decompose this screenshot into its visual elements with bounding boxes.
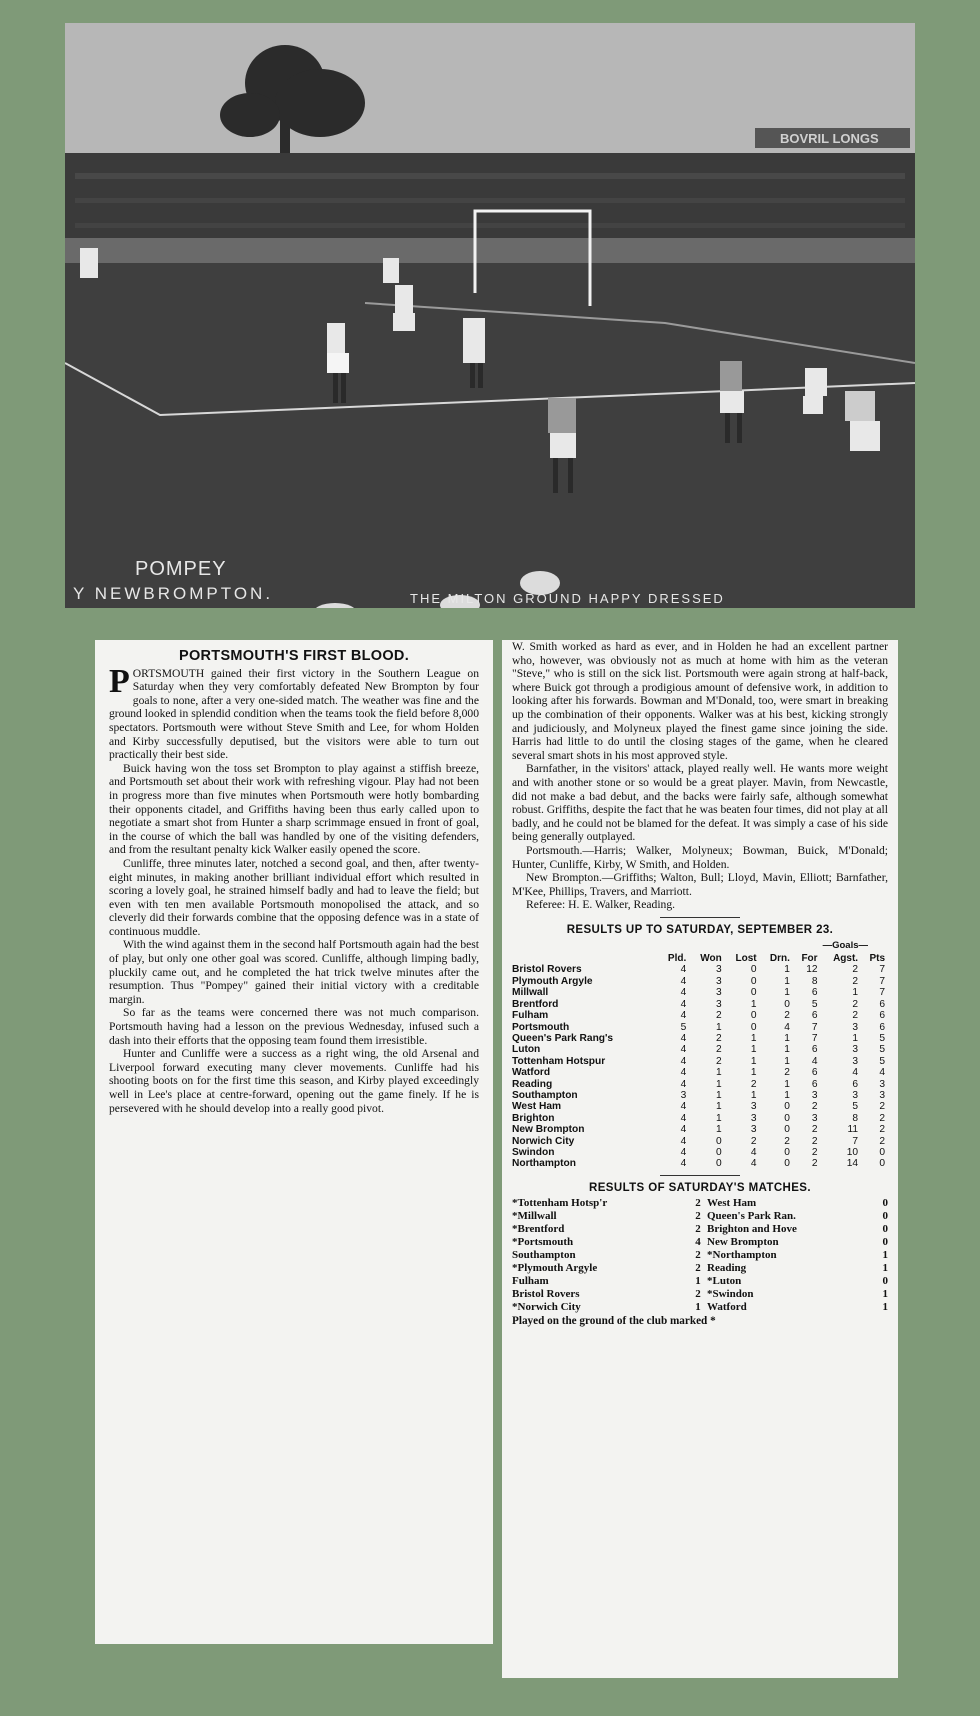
stat-cell: 5 (852, 1101, 859, 1113)
stat-cell: 2 (811, 1101, 818, 1113)
stat-cell: 7 (879, 975, 885, 987)
stat-cell: 2 (879, 1101, 885, 1113)
stat-cell: 5 (811, 998, 818, 1010)
stat-cell: 11 (847, 1124, 859, 1136)
stat-cell: 5 (680, 1021, 687, 1033)
league-table-row (512, 1044, 888, 1055)
match-photograph (65, 23, 915, 608)
match-result-row (512, 1197, 888, 1210)
stat-cell: 0 (750, 987, 757, 999)
home-score: 2 (695, 1197, 701, 1210)
league-table-row (512, 1101, 888, 1112)
away-team: New Brompton (707, 1236, 779, 1249)
stat-cell: 5 (879, 1044, 885, 1056)
stat-cell: 2 (811, 1135, 818, 1147)
stat-cell: 0 (750, 964, 757, 976)
stat-cell: 4 (852, 1067, 859, 1079)
stat-cell: 8 (852, 1112, 859, 1124)
stat-cell: 1 (716, 1112, 722, 1124)
league-table-row (512, 964, 888, 975)
photo-caption-newbrompton: Y NEWBROMPTON. (73, 584, 274, 603)
stat-cell: 4 (680, 1044, 687, 1056)
stat-cell: 0 (784, 1101, 790, 1113)
stat-cell: 10 (846, 1146, 859, 1158)
stat-cell: 4 (784, 1021, 790, 1033)
home-team: Bristol Rovers (512, 1288, 580, 1301)
article-column-right (502, 640, 898, 1678)
team-name: Brentford (512, 998, 559, 1010)
article-paragraph: So far as the teams were concerned there was not much comparison. Portsmouth having had a lesson on the previous Wednesday, infused such a dash into their efforts that the opposing team found them irresistible. (109, 1006, 479, 1047)
stat-cell: 2 (716, 1032, 722, 1044)
league-table-row (512, 1022, 888, 1033)
stat-cell: 1 (852, 987, 859, 999)
stat-cell: 0 (784, 1124, 790, 1136)
away-score: 0 (882, 1197, 888, 1210)
stat-cell: 2 (716, 1010, 722, 1022)
stat-cell: 4 (680, 1010, 687, 1022)
stat-cell: 2 (879, 1112, 885, 1124)
stat-cell: 0 (879, 1158, 885, 1170)
stat-cell: 2 (750, 1135, 757, 1147)
stat-cell: 1 (716, 1089, 722, 1101)
drop-cap: P (109, 662, 130, 700)
team-name: Plymouth Argyle (512, 975, 593, 987)
stat-cell: 0 (716, 1146, 722, 1158)
league-table (512, 953, 888, 1170)
stat-cell: 6 (879, 1010, 885, 1022)
drawn-header: Drn. (769, 953, 790, 965)
stat-cell: 12 (806, 964, 818, 976)
stat-cell: 2 (784, 1135, 790, 1147)
results-footnote: Played on the ground of the club marked * (512, 1315, 716, 1328)
stat-cell: 1 (784, 1055, 790, 1067)
against-header: Agst. (833, 953, 859, 965)
article-paragraph: Hunter and Cunliffe were a success as a right wing, the old Arsenal and Liverpool forward executing many clever movements. Cunliffe had his shooting boots on for the first time this season, and Kirby played exceedingly well in Lee's place at centre-forward, opening out the game finely. If he is persevered with he should develop into a really good pivot. (109, 1047, 479, 1115)
stat-cell: 1 (852, 1032, 859, 1044)
photo-caption-ground: THE MILTON GROUND HAPPY DRESSED (410, 591, 725, 606)
stat-cell: 3 (811, 1112, 818, 1124)
stat-cell: 3 (680, 1089, 687, 1101)
team-lineup-new-brompton: New Brompton.—Griffiths; Walton, Bull; Lloyd, Mavin, Elliott; Barnfather, M'Kee, Phillips, Travers, and Marriott. (512, 871, 888, 898)
away-team: West Ham (707, 1197, 757, 1210)
stat-cell: 3 (811, 1089, 818, 1101)
match-result-row (512, 1275, 888, 1288)
stat-cell: 4 (680, 1101, 687, 1113)
home-score: 2 (695, 1262, 701, 1275)
home-team: Fulham (512, 1275, 549, 1288)
stat-cell: 6 (811, 1078, 818, 1090)
away-score: 0 (882, 1275, 888, 1288)
home-score: 1 (695, 1301, 701, 1314)
team-name: New Brompton (512, 1124, 585, 1136)
photo-caption-pompey: POMPEY (135, 558, 227, 580)
stat-cell: 1 (716, 1021, 722, 1033)
league-table-row (512, 1147, 888, 1158)
stat-cell: 2 (784, 1067, 790, 1079)
goals-header: —Goals— (822, 940, 868, 952)
stat-cell: 0 (784, 1158, 790, 1170)
league-table-row (512, 1113, 888, 1124)
team-name: Reading (512, 1078, 553, 1090)
stat-cell: 7 (811, 1021, 818, 1033)
stat-cell: 1 (784, 1078, 790, 1090)
stat-cell: 1 (750, 1044, 757, 1056)
match-result-row (512, 1210, 888, 1223)
stat-cell: 3 (750, 1112, 757, 1124)
home-score: 2 (695, 1210, 701, 1223)
league-table-row (512, 987, 888, 998)
team-name: Fulham (512, 1010, 549, 1022)
stat-cell: 0 (750, 1021, 757, 1033)
stat-cell: 4 (680, 1158, 687, 1170)
team-name: Portsmouth (512, 1021, 570, 1033)
league-table-row (512, 1158, 888, 1169)
team-lineups (512, 844, 888, 912)
home-score: 1 (695, 1275, 701, 1288)
stat-cell: 0 (750, 1010, 757, 1022)
stat-cell: 4 (680, 1124, 687, 1136)
match-result-row (512, 1262, 888, 1275)
results-title: RESULTS OF SATURDAY'S MATCHES. (589, 1181, 811, 1194)
stat-cell: 2 (750, 1078, 757, 1090)
stat-cell: 1 (784, 1044, 790, 1056)
away-score: 1 (882, 1301, 888, 1314)
stat-cell: 4 (811, 1055, 818, 1067)
away-team: *Northampton (707, 1249, 777, 1262)
team-name: Bristol Rovers (512, 964, 582, 976)
team-name: Tottenham Hotspur (512, 1055, 606, 1067)
article-column-left (95, 640, 493, 1644)
article-paragraph: With the wind against them in the second half Portsmouth again had the best of play, but only one other goal was scored. Cunliffe, although limping badly, pluckily came out, and he completed the hat trick twelve minutes after the resumption. Thus "Pompey" gained their initial victory with a creditable margin. (109, 938, 479, 1006)
stat-cell: 4 (680, 1067, 687, 1079)
home-score: 2 (695, 1223, 701, 1236)
stat-cell: 2 (811, 1158, 818, 1170)
stat-cell: 6 (879, 998, 885, 1010)
home-team: *Tottenham Hotsp'r (512, 1197, 608, 1210)
stat-cell: 1 (716, 1067, 722, 1079)
stat-cell: 2 (811, 1124, 818, 1136)
league-table-row (512, 1010, 888, 1021)
home-score: 2 (695, 1288, 701, 1301)
stat-cell: 2 (879, 1124, 885, 1136)
stat-cell: 4 (680, 1055, 687, 1067)
stat-cell: 4 (680, 1135, 687, 1147)
stat-cell: 0 (784, 1112, 790, 1124)
stat-cell: 5 (879, 1032, 885, 1044)
stat-cell: 8 (811, 975, 818, 987)
home-score: 4 (695, 1236, 701, 1249)
stat-cell: 7 (879, 964, 885, 976)
stat-cell: 1 (784, 964, 790, 976)
stat-cell: 2 (879, 1135, 885, 1147)
stat-cell: 1 (716, 1078, 722, 1090)
away-score: 0 (882, 1236, 888, 1249)
stat-cell: 0 (784, 1146, 790, 1158)
away-score: 1 (882, 1262, 888, 1275)
stat-cell: 3 (716, 975, 722, 987)
away-score: 1 (882, 1249, 888, 1262)
stat-cell: 1 (750, 1032, 757, 1044)
stat-cell: 3 (750, 1101, 757, 1113)
match-result-row (512, 1223, 888, 1236)
stat-cell: 3 (716, 998, 722, 1010)
stat-cell: 1 (750, 1089, 757, 1101)
away-team: Brighton and Hove (707, 1223, 797, 1236)
article-paragraph: Cunliffe, three minutes later, notched a second goal, and then, after twenty-eight minutes, in making another brilliant individual effort which resulted in scoring a lovely goal, he strained himself badly and had to leave the field; but even with ten men available Portsmouth monopolised the attack, and so cleverly did their forwards combine that the opposing defence was in a state of continuous muddle. (109, 856, 479, 938)
stat-cell: 0 (716, 1158, 722, 1170)
league-table-row (512, 1079, 888, 1090)
stat-cell: 3 (852, 1044, 859, 1056)
stat-cell: 2 (852, 1010, 859, 1022)
stat-cell: 7 (811, 1032, 818, 1044)
away-score: 1 (882, 1288, 888, 1301)
team-name: Luton (512, 1044, 541, 1056)
team-name: West Ham (512, 1101, 562, 1113)
team-name: Millwall (512, 987, 549, 999)
photo-scene (65, 23, 915, 608)
stat-cell: 2 (852, 975, 859, 987)
stat-cell: 5 (879, 1055, 885, 1067)
stat-cell: 2 (811, 1146, 818, 1158)
match-result-row (512, 1301, 888, 1314)
stat-cell: 0 (716, 1135, 722, 1147)
stat-cell: 3 (852, 1055, 859, 1067)
stat-cell: 2 (716, 1044, 722, 1056)
league-table-title: RESULTS UP TO SATURDAY, SEPTEMBER 23. (566, 923, 834, 936)
stat-cell: 6 (811, 987, 818, 999)
stat-cell: 4 (680, 987, 687, 999)
team-name: Brighton (512, 1112, 555, 1124)
stat-cell: 3 (750, 1124, 757, 1136)
match-result-row (512, 1288, 888, 1301)
stat-cell: 2 (852, 998, 859, 1010)
stat-cell: 3 (852, 1021, 859, 1033)
article-headline: PORTSMOUTH'S FIRST BLOOD. (178, 648, 410, 664)
home-team: *Millwall (512, 1210, 557, 1223)
played-header: Pld. (667, 953, 687, 965)
home-team: *Norwich City (512, 1301, 581, 1314)
stat-cell: 0 (784, 998, 790, 1010)
team-header (512, 953, 658, 964)
away-team: *Luton (707, 1275, 742, 1288)
stat-cell: 4 (680, 1032, 687, 1044)
won-header: Won (700, 953, 722, 965)
away-team: *Swindon (707, 1288, 754, 1301)
stat-cell: 14 (846, 1158, 859, 1170)
league-table-row (512, 976, 888, 987)
stat-cell: 2 (784, 1010, 790, 1022)
divider (660, 917, 740, 918)
team-name: Southampton (512, 1089, 578, 1101)
league-header-row (512, 953, 888, 964)
league-table-row (512, 999, 888, 1010)
stat-cell: 1 (716, 1101, 722, 1113)
stat-cell: 0 (879, 1146, 885, 1158)
article-paragraph: Barnfather, in the visitors' attack, played really well. He wants more weight and with another stone or so would be a great player. Mavin, from Newcastle, did not make a bad debut, and the backs were fairly safe, although somewhat robust. Griffiths, despite the fact that he was beaten four times, did not play at all badly, and he could not be blamed for the defeat. It was simply a case of his side being generally outplayed. (512, 762, 888, 844)
team-lineup-portsmouth: Portsmouth.—Harris; Walker, Molyneux; Bowman, Buick, M'Donald; Hunter, Cunliffe, Kirby, W Smith, and Holden. (512, 843, 888, 871)
stat-cell: 2 (852, 964, 859, 976)
stat-cell: 4 (879, 1067, 885, 1079)
referee-line: Referee: H. E. Walker, Reading. (526, 898, 676, 912)
stat-cell: 4 (680, 975, 687, 987)
article-paragraph: PORTSMOUTH gained their first victory in the Southern League on Saturday when they very comfortably defeated New Brompton by four goals to none, after a very one-sided match. The weather was fine and the ground looked in splendid condition when the teams took the field before 8,000 spectators. Portsmouth were without Steve Smith and Lee, for whom Holden and Kirby successfully deputised, but the visitors were able to turn out practically their best side. (109, 662, 479, 762)
team-name: Northampton (512, 1158, 576, 1170)
points-header: Pts (869, 953, 885, 965)
stat-cell: 6 (811, 1044, 818, 1056)
away-score: 0 (882, 1210, 888, 1223)
sign-longs: BOVRIL LONGS (780, 131, 879, 146)
stat-cell: 3 (879, 1078, 885, 1090)
stat-cell: 0 (750, 975, 757, 987)
team-name: Swindon (512, 1146, 555, 1158)
stat-cell: 3 (852, 1089, 859, 1101)
stat-cell: 6 (879, 1021, 885, 1033)
league-table-row (512, 1067, 888, 1078)
home-team: *Plymouth Argyle (512, 1262, 598, 1275)
stat-cell: 1 (784, 1089, 790, 1101)
divider (660, 1175, 740, 1176)
article-paragraph: W. Smith worked as hard as ever, and in Holden he had an excellent partner who, however, was obviously not as much at home with him as the veteran "Steve," who is still on the sick list. Portsmouth were again strong at half-back, where Buick got through a prodigious amount of defensive work, in addition to looking after his forwards. Bowman and M'Donald, too, were smart in breaking up the combination of their opponents. Walker was at his best, kicking strongly and judiciously, and Molyneux played the finest game since joining the side. Harris had little to do until the closing stages of the game, when he cleared several smart shots in his most approved style. (512, 640, 888, 762)
league-table-row (512, 1136, 888, 1147)
team-name: Watford (512, 1067, 551, 1079)
team-name: Norwich City (512, 1135, 575, 1147)
league-table-row (512, 1056, 888, 1067)
stat-cell: 1 (750, 1055, 757, 1067)
stat-cell: 4 (680, 1112, 687, 1124)
stat-cell: 6 (811, 1010, 818, 1022)
league-table-row (512, 1033, 888, 1044)
stat-cell: 4 (680, 1078, 687, 1090)
lost-header: Lost (735, 953, 757, 965)
for-header: For (801, 953, 818, 965)
home-team: *Portsmouth (512, 1236, 574, 1249)
stat-cell: 2 (716, 1055, 722, 1067)
results-table (512, 1197, 888, 1314)
team-name: Queen's Park Rang's (512, 1032, 614, 1044)
stat-cell: 1 (716, 1124, 722, 1136)
away-team: Watford (707, 1301, 747, 1314)
article-paragraph: Buick having won the toss set Brompton to play against a stiffish breeze, and Portsmouth set about their work with refreshing vigour. Play had not been in progress more than five minutes when Portsmouth were hotly bombarding their opponents citadel, and Griffiths having been thus early called upon to negotiate a smart shot from Hunter a sharp scrimmage ensued in front of goal, in the course of which the ball was handled by one of the visiting defenders, and from the resultant penalty kick Walker easily opened the score. (109, 761, 479, 857)
stat-cell: 1 (750, 998, 757, 1010)
stat-cell: 3 (879, 1089, 885, 1101)
stat-cell: 7 (852, 1135, 859, 1147)
match-result-row (512, 1236, 888, 1249)
stat-cell: 6 (852, 1078, 859, 1090)
stat-cell: 4 (680, 998, 687, 1010)
stat-cell: 1 (750, 1067, 757, 1079)
home-team: Southampton (512, 1249, 576, 1262)
stat-cell: 4 (680, 1146, 687, 1158)
stat-cell: 3 (716, 987, 722, 999)
stat-cell: 4 (750, 1146, 757, 1158)
stat-cell: 1 (784, 987, 790, 999)
away-team: Queen's Park Ran. (707, 1210, 796, 1223)
home-score: 2 (695, 1249, 701, 1262)
stat-cell: 6 (811, 1067, 818, 1079)
stat-cell: 4 (680, 964, 687, 976)
stat-cell: 3 (716, 964, 722, 976)
stat-cell: 7 (879, 987, 885, 999)
away-team: Reading (707, 1262, 747, 1275)
stat-cell: 1 (784, 975, 790, 987)
away-score: 0 (882, 1223, 888, 1236)
match-result-row (512, 1249, 888, 1262)
league-table-row (512, 1124, 888, 1135)
stat-cell: 1 (784, 1032, 790, 1044)
stat-cell: 4 (750, 1158, 757, 1170)
home-team: *Brentford (512, 1223, 565, 1236)
league-table-row (512, 1090, 888, 1101)
